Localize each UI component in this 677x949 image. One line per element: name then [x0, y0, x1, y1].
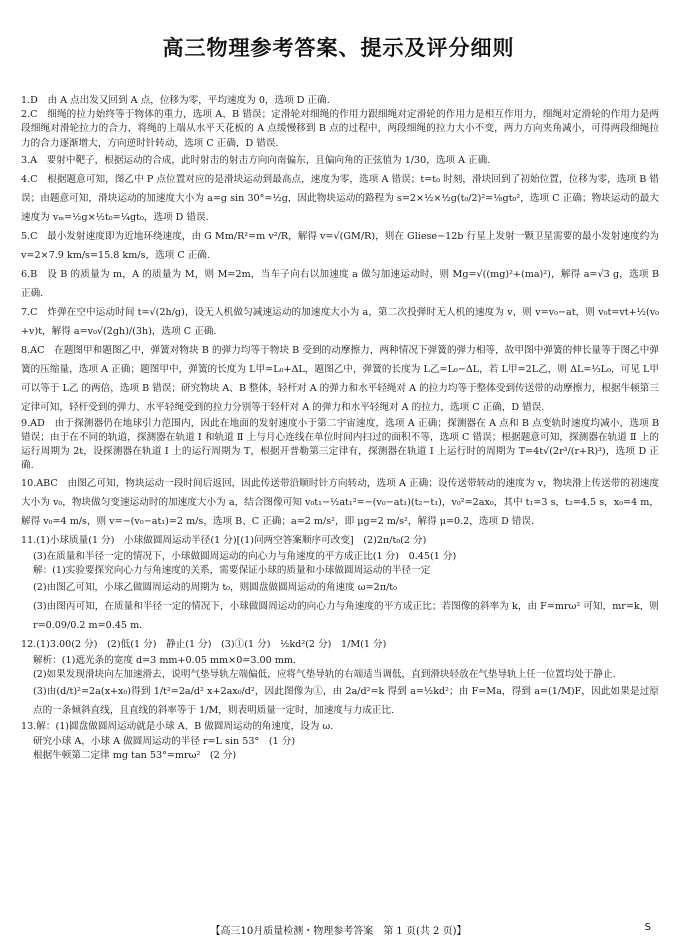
answer-12: 12.(1)3.00(2 分) (2)低(1 分) 静止(1 分) (3)①(1 分) ½kd²(2 分) 1/M(1 分) — [21, 639, 387, 651]
answer-5: 5.C 最小发射速度即为近地环绕速度，由 G Mm/R²=m v²/R，解得 v=√(GM/R)，则在 Gliese−12b 行星上发射一颗卫星需要的最小发射速度约为 v=2×7.9 km/s=15.8 km/s，选项 C 正确. — [21, 230, 659, 261]
answer-12-analysis-1: 解析：(1)遮光条的宽度 d=3 mm+0.05 mm×0=3.00 mm. — [33, 655, 296, 667]
answer-1: 1.D 由 A 点出发又回到 A 点，位移为零，平均速度为 0，选项 D 正确. — [21, 95, 330, 106]
answer-4: 4.C 根据题意可知，图乙中 P 点位置对应的是滑块运动到最高点，速度为零，选项 A 错误；t=t₀ 时刻，滑块回到了初始位置，位移为零，选项 B 错误；由题意可知，滑块运动的加速度大小为 a=g sin 30°=½g，因此物块运动的路程为 s=2×½×½g(t₀/2)²=⅛gt₀²，选项 C 正确；物块运动的最大速度为 vₘ=½g×½t₀=¼gt₀，选项 D 错误. — [21, 173, 659, 223]
page-footer: 【高三10月质量检测・物理参考答案 第 1 页(共 2 页)】 — [210, 926, 467, 937]
answer-11-solution-2: (2)由图乙可知，小球乙做圆周运动的周期为 t₀，则圆盘做圆周运动的角速度 ω=2π/t₀ — [33, 582, 397, 594]
answer-8: 8.AC 在题图甲和题图乙中，弹簧对物块 B 的弹力均等于物块 B 受到的动摩擦力，两种情况下弹簧的弹力相等，故甲图中弹簧的伸长量等于图乙中弹簧的压缩量，选项 A 正确；题图甲中，弹簧的长度为 L甲=L₀+ΔL，题图乙中，弹簧的长度为 L乙=L₀−ΔL，若 L甲=2L乙，则 ΔL=⅓L₀，可见 L甲 可以等于 L乙 的两倍，选项 B 错误；研究物块 A、B 整体，轻杆对 A 的弹力和水平轻绳对 A 的拉力均等于整体受到传送带的动摩擦力，根据牛顿第三定律可知，轻杆受到的弹力、水平轻绳受到的拉力分别等于轻杆对 A 的弹力和水平轻绳对 A 的拉力，选项 C 正确，D 错误. — [21, 344, 659, 413]
answer-13-step-2: 根据牛顿第二定律 mg tan 53°=mrω² (2 分) — [33, 749, 237, 761]
answer-3: 3.A 要射中靶子，根据运动的合成，此时射击的射击方向向南偏东，且偏向角的正弦值为 1/30，选项 A 正确. — [21, 154, 491, 166]
answer-11: 11.(1)小球质量(1 分) 小球做圆周运动半径(1 分)[(1)问两空答案顺序可改变] (2)2π/t₀(2 分) — [21, 534, 427, 546]
answer-2: 2.C 细绳的拉力始终等于物体的重力，选项 A、B 错误；定滑轮对细绳的作用力跟细绳对定滑轮的作用力是相互作用力，细绳对定滑轮的作用力是两段细绳对滑轮拉力的合力，将绳的上端从水平天花板的 A 点缓慢移到 B 点的过程中，两段细绳的拉力大小不变，两力方向夹角减小，可得两段细绳拉力的合力逐渐增大，方向逆时针转动，选项 C 正确，D 错误. — [21, 109, 659, 149]
answer-6: 6.B 设 B 的质量为 m，A 的质量为 M，则 M=2m，当车子向右以加速度 a 做匀加速运动时，则 Mg=√((mg)²+(ma)²)，解得 a=√3 g，选项 B 正确. — [21, 268, 659, 299]
page-title: 高三物理参考答案、提示及评分细则 — [162, 36, 515, 60]
answer-11-solution-3: (3)由图丙可知，在质量和半径一定的情况下，小球做圆周运动的向心力与角速度的平方成正比；若图像的斜率为 k，由 F=mrω² 可知，mr=k，则 r=0.09/0.2 m=0.45 m. — [33, 601, 659, 632]
answer-12-analysis-2: (2)如果发现滑块向左加速滑去，说明气垫导轨左端偏低，应将气垫导轨的右端适当调低，直到滑块轻放在气垫导轨上任一位置均处于静止. — [33, 669, 616, 681]
page-mark: S — [644, 922, 651, 933]
answer-body — [21, 94, 659, 763]
answer-13-step-1: 研究小球 A，小球 A 做圆周运动的半径 r=L sin 53° (1 分) — [33, 735, 296, 747]
answer-11-solution-1: 解：(1)实验要探究向心力与角速度的关系，需要保证小球的质量和小球做圆周运动的半径一定 — [33, 564, 431, 576]
answer-9: 9.AD 由于探测器仍在地球引力范围内，因此在地面的发射速度小于第二宇宙速度，选项 A 正确；探测器在 A 点和 B 点变轨时速度均减小，选项 B 错误；由于在不同的轨道，探测器在轨道 Ⅰ 和轨道 Ⅱ 上与月心连线在单位时间内扫过的面积不等，选项 C 错误；根据题意可知，探测器在轨道 Ⅱ 上的运行周期为 2t，设探测器在轨道 Ⅰ 上的运行周期为 T，根据开普勒第三定律有，探测器在轨道 Ⅰ 上运行时的周期为 T=4t√(2r³/(r+R)³)，选项 D 正确. — [21, 417, 659, 472]
answer-10: 10.ABC 由图乙可知，物块运动一段时间后返回，因此传送带沿顺时针方向转动，选项 A 正确；设传送带转动的速度为 v，物块滑上传送带的初速度大小为 v₀，物块做匀变速运动时的加速度大小为 a，结合图像可知 v₀t₁−½at₁²=−(v₀−at₁)(t₂−t₁)，v₀²=2ax₀，其中 t₁=3 s，t₂=4.5 s，x₀=4 m，解得 v₀=4 m/s，则 v=−(v₀−at₁)=2 m/s，选项 B、C 正确；a=2 m/s²，即 μg=2 m/s²，解得 μ=0.2，选项 D 错误. — [21, 477, 659, 527]
answer-13: 13.解：(1)圆盘做圆周运动就是小球 A、B 做圆周运动的角速度，设为 ω. — [21, 721, 334, 733]
answer-12-analysis-3: (3)由(d/t)²=2a(x+x₀)得到 1/t²=2a/d² x+2ax₀/d²，因此图像为①，由 2a/d²=k 得到 a=½kd²；由 F=Ma，得到 a=(1/M)F，因此如果是过原点的一条倾斜直线，且直线的斜率等于 1/M，则表明质量一定时，加速度与力成正比. — [33, 686, 659, 717]
answer-11-part-3: (3)在质量和半径一定的情况下，小球做圆周运动的向心力与角速度的平方成正比(1 分) 0.45(1 分) — [33, 550, 457, 562]
answer-7: 7.C 炸弹在空中运动时间 t=√(2h/g)，设无人机做匀减速运动的加速度大小为 a，第二次投弹时无人机的速度为 v，则 v=v₀−at，则 v₀t=vt+½(v₀+v)t，解得 a=v₀√(2gh)/(3h)，选项 C 正确. — [21, 306, 659, 337]
